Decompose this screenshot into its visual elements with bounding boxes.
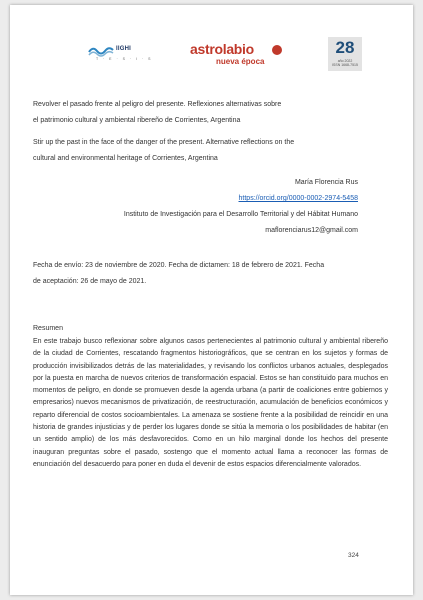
journal-logo	[190, 41, 280, 69]
issue-number: 28	[335, 38, 355, 57]
institution-logo	[88, 43, 162, 65]
institution-name: IIGHI	[116, 46, 132, 52]
journal-name: astrolabio	[190, 41, 254, 57]
journal-subtitle: nueva época	[216, 57, 265, 66]
author-email: maflorenciarus12@gmail.com	[265, 227, 358, 234]
title-es-line2: el patrimonio cultural y ambiental ribereño de Corrientes, Argentina	[33, 117, 241, 124]
institution-sub: T · E · S · I · S	[96, 57, 153, 61]
issue-year: año 2022	[337, 59, 353, 63]
wave-logo-icon	[88, 45, 114, 57]
title-es-line1: Revolver el pasado frente al peligro del presente. Reflexiones alternativas sobre	[33, 101, 282, 108]
title-en-line2: cultural and environmental heritage of Corrientes, Argentina	[33, 155, 218, 162]
abstract-heading: Resumen	[33, 325, 63, 332]
journal-emblem-icon	[272, 45, 282, 55]
dates-line2: de aceptación: 26 de mayo de 2021.	[33, 278, 147, 285]
issue-badge	[328, 37, 362, 71]
author-affiliation: Instituto de Investigación para el Desarrollo Territorial y del Hábitat Humano	[123, 211, 358, 218]
dates-line1: Fecha de envío: 23 de noviembre de 2020. Fecha de dictamen: 18 de febrero de 2021. Fecha	[33, 262, 325, 269]
page-number: 324	[348, 552, 359, 559]
title-en-line1: Stir up the past in the face of the danger of the present. Alternative reflections on the	[33, 139, 295, 146]
document-page	[10, 5, 413, 595]
issue-code: ISSN 1668-7515	[332, 63, 358, 67]
header-logos	[10, 5, 413, 75]
author-name: María Florencia Rus	[294, 179, 358, 186]
orcid-link[interactable]: https://orcid.org/0000-0002-2974-5458	[238, 195, 358, 202]
abstract-body: En este trabajo busco reflexionar sobre algunos casos pertenecientes al patrimonio cultural y ambiental ribereño de la ciudad de Corrientes, rescatando fragmentos historiográficos, que se centran en los sujetos y formas de producción invisibilizados detrás de las materialidades, y revisando los conflictos urbanos actuales, desplegados por la puesta en marcha de nuevos criterios de transformación espacial. Estos se han constituido para muchos en momentos de peligro, en donde se promueven desde la agenda urbana (a partir de coaliciones entre gobiernos y empresarios) nuevos mecanismos de privatización, de reestructuración, acumulación de beneficios económicos y reparto diferencial de costos socioambientales. La amenaza se sostiene frente a la posibilidad de reincidir en una historia de grandes injusticias y de perder los lugares donde se sitúa la memoria o los posibilidades de habitar (en un sentido amplio) de los más desfavorecidos. Como en un hilo marginal donde los hechos del presente inauguran preguntas sobre el pasado, sostengo que el momento actual llama a reconocer las formas de enunciación del desacuerdo para poner en duda el devenir de estos espacios diferencialmente valorados.	[33, 338, 388, 468]
issue-label	[328, 59, 362, 67]
